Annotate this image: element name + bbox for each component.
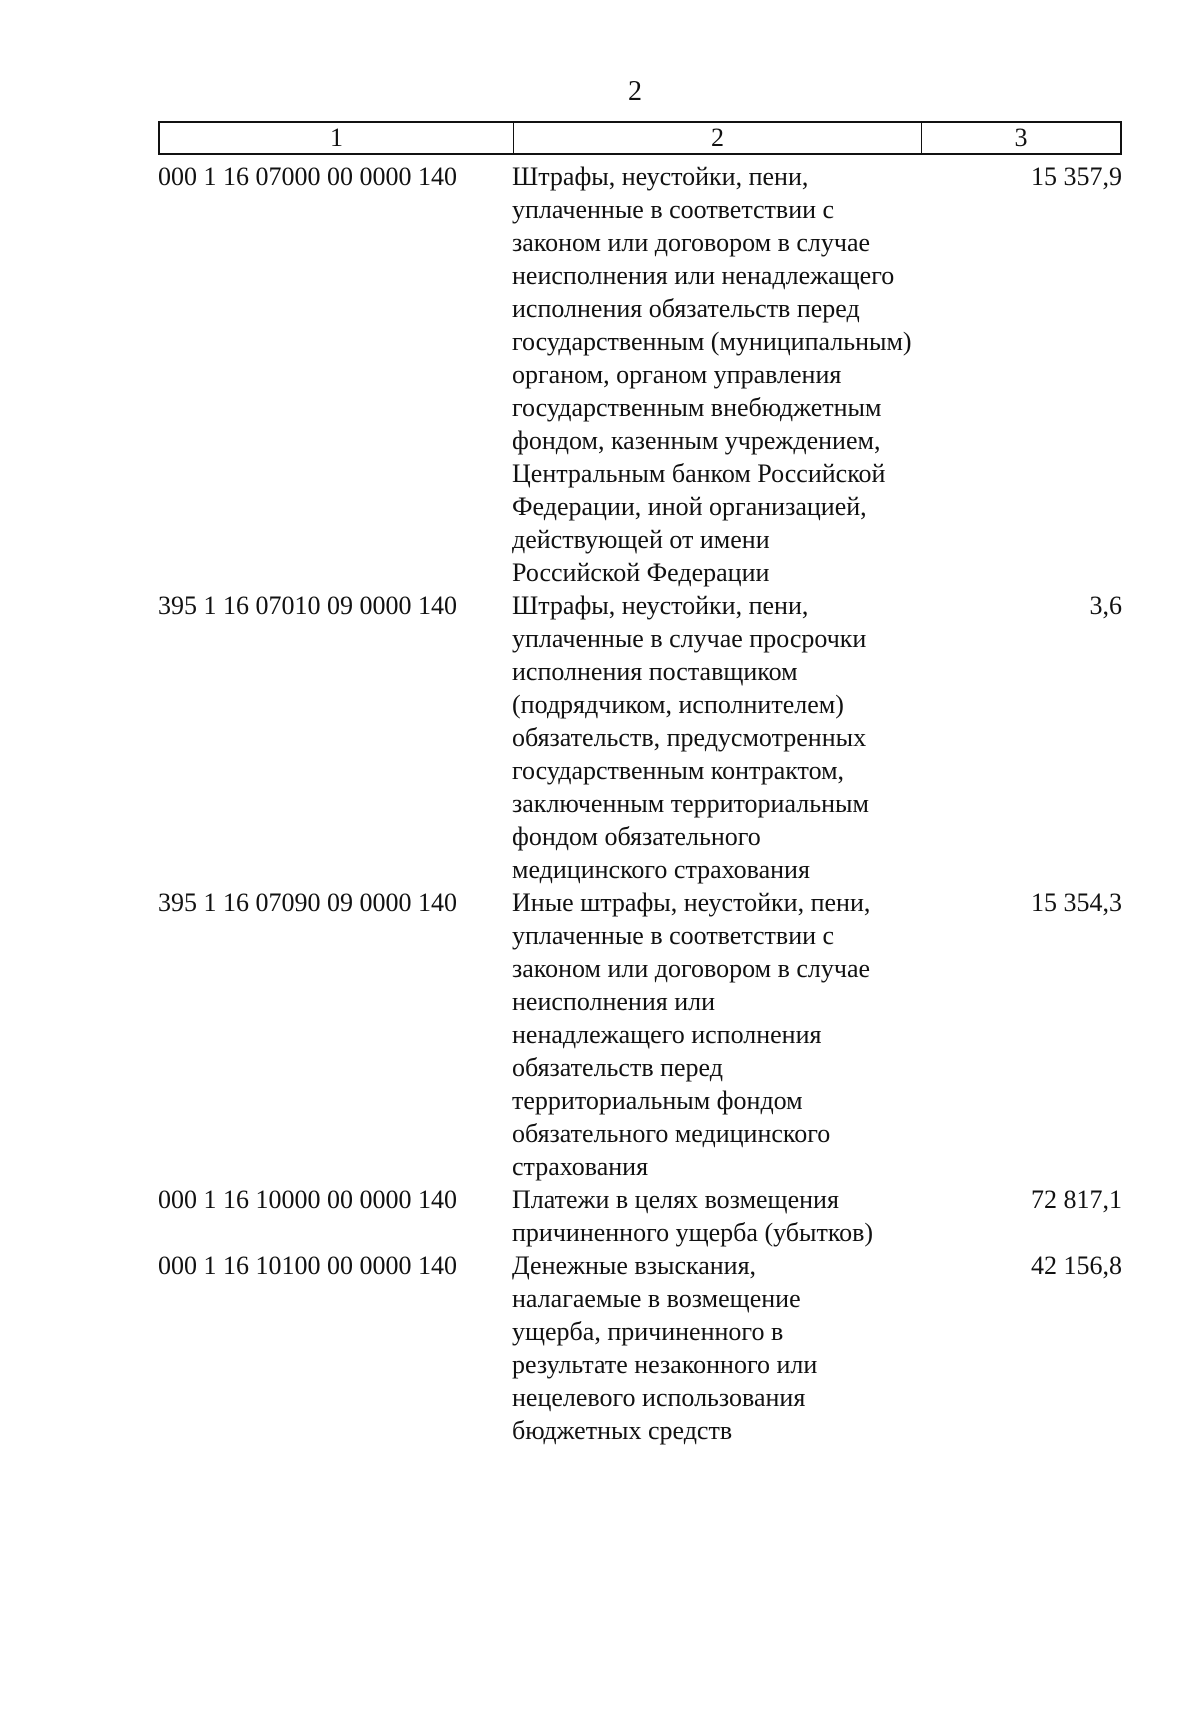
table-row: [0, 589, 1200, 886]
description-line: Федерации, иной организацией,: [512, 492, 867, 521]
description-line: страхования: [512, 1152, 649, 1181]
description-line: неисполнения или ненадлежащего: [512, 261, 895, 290]
description-line: органом, органом управления: [512, 360, 842, 389]
description-line: Центральным банком Российской: [512, 459, 886, 488]
header-col-3: 3: [1014, 123, 1028, 152]
table-row: [0, 886, 1200, 1183]
row-description: [512, 160, 922, 589]
description-line: уплаченные в соответствии с: [512, 195, 835, 224]
page-number: 2: [628, 76, 642, 107]
description-line: (подрядчиком, исполнителем): [512, 690, 844, 719]
row-description: [512, 1249, 922, 1447]
row-amount: 15 357,9: [1031, 162, 1122, 191]
row-code: 000 1 16 10100 00 0000 140: [158, 1251, 457, 1280]
description-line: уплаченные в случае просрочки: [512, 624, 867, 653]
description-line: обязательств, предусмотренных: [512, 723, 867, 752]
description-line: законом или договором в случае: [512, 228, 871, 257]
description-line: территориальным фондом: [512, 1086, 803, 1115]
description-line: Иные штрафы, неустойки, пени,: [512, 888, 871, 917]
description-line: государственным внебюджетным: [512, 393, 882, 422]
description-line: исполнения поставщиком: [512, 657, 798, 686]
description-line: бюджетных средств: [512, 1416, 733, 1445]
header-col-2: 2: [514, 123, 922, 153]
description-line: заключенным территориальным: [512, 789, 869, 818]
description-line: обязательств перед: [512, 1053, 723, 1082]
description-line: налагаемые в возмещение: [512, 1284, 801, 1313]
description-line: действующей от имени: [512, 525, 770, 554]
description-line: фондом, казенным учреждением,: [512, 426, 881, 455]
table-row: [0, 1183, 1200, 1249]
row-amount: 42 156,8: [1031, 1251, 1122, 1280]
description-line: Штрафы, неустойки, пени,: [512, 162, 809, 191]
description-line: государственным контрактом,: [512, 756, 845, 785]
description-line: законом или договором в случае: [512, 954, 871, 983]
description-line: ущерба, причиненного в: [512, 1317, 784, 1346]
row-description: [512, 589, 922, 886]
description-line: неисполнения или: [512, 987, 715, 1016]
header-col-1: 1: [160, 123, 514, 153]
description-line: медицинского страхования: [512, 855, 810, 884]
description-line: обязательного медицинского: [512, 1119, 831, 1148]
description-line: исполнения обязательств перед: [512, 294, 860, 323]
description-line: ненадлежащего исполнения: [512, 1020, 822, 1049]
description-line: причиненного ущерба (убытков): [512, 1218, 874, 1247]
row-code: 395 1 16 07010 09 0000 140: [158, 591, 457, 620]
row-description: [512, 1183, 922, 1249]
row-amount: 3,6: [1089, 591, 1122, 620]
table-row: [0, 160, 1200, 589]
description-line: нецелевого использования: [512, 1383, 806, 1412]
row-code: 000 1 16 10000 00 0000 140: [158, 1185, 457, 1214]
table-body: [0, 160, 1200, 1447]
table-header: [158, 121, 1122, 155]
description-line: уплаченные в соответствии с: [512, 921, 835, 950]
row-amount: 72 817,1: [1031, 1185, 1122, 1214]
row-code: 000 1 16 07000 00 0000 140: [158, 162, 457, 191]
row-amount: 15 354,3: [1031, 888, 1122, 917]
description-line: Платежи в целях возмещения: [512, 1185, 839, 1214]
row-code: 395 1 16 07090 09 0000 140: [158, 888, 457, 917]
description-line: Российской Федерации: [512, 558, 770, 587]
description-line: государственным (муниципальным): [512, 327, 912, 356]
description-line: фондом обязательного: [512, 822, 761, 851]
description-line: Денежные взыскания,: [512, 1251, 757, 1280]
table-row: [0, 1249, 1200, 1447]
row-description: [512, 886, 922, 1183]
description-line: результате незаконного или: [512, 1350, 818, 1379]
description-line: Штрафы, неустойки, пени,: [512, 591, 809, 620]
